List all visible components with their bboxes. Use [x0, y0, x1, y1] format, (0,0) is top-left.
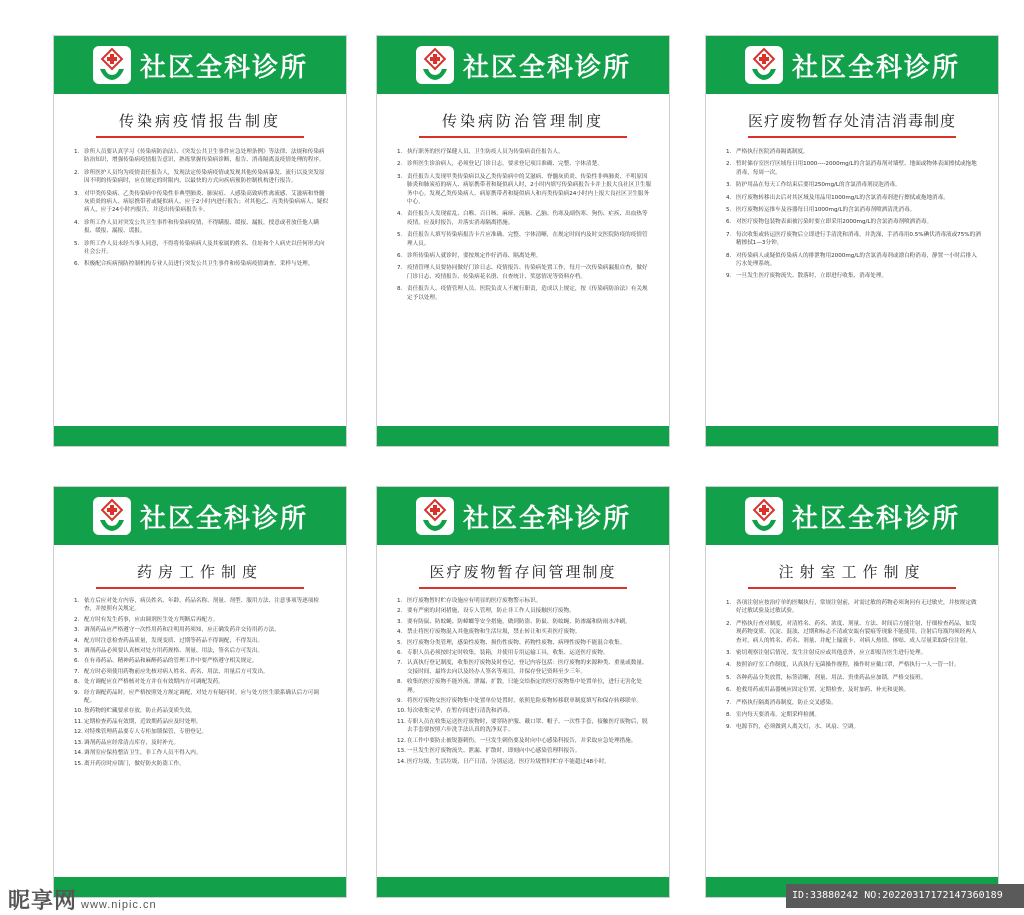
list-item: 8. 对传染病人或疑似传染病人的排泄物用2000mg/L的含氯消毒剂或漂白粉消毒，静置一小时后排入污水处理系统。	[726, 252, 977, 268]
clinic-logo-icon	[92, 496, 132, 536]
list-item: 7. 疫情管理人员要协同做好门诊日志、疫情报告、传染病处置工作，每月一次传染病漏报自查，做好门诊日志、疫情报告、传染病花名册、自查统计、奖惩情况等资料存档。	[397, 265, 648, 280]
list-item: 14. 医疗垃圾，生活垃圾，日产日清，分别运送，医疗垃圾暂时贮存不能超过48小时。	[397, 758, 610, 765]
board-header	[54, 36, 346, 94]
clinic-name: 社区全科诊所	[139, 503, 308, 534]
list-item: 2. 要有严密的封闭措施，设专人管理，防止非工作人员接触医疗废物。	[397, 608, 575, 615]
list-item: 10. 每次收集完毕，在暂存间进行清洗和消毒。	[397, 708, 514, 715]
board-medical-waste-storage-room	[376, 486, 670, 898]
board-header	[54, 487, 346, 545]
list-item: 5. 诊所工作人员未经当事人同意，不得将传染病病人及其家属的姓名、住址和个人病史以任何形式向社会公开。	[74, 240, 325, 256]
list-item: 1. 各项注射应按治疗单的医嘱执行，常规注射前，对需过敏的药物必须询问有无过敏史，并按规定做好过敏试验及过敏试验。	[726, 600, 977, 615]
list-item: 1. 严格执行医院消毒隔离制度。	[726, 149, 809, 155]
rule-list	[726, 148, 982, 285]
board-title: 传染病疫情报告制度	[118, 112, 281, 130]
board-title: 注射室工作制度	[778, 563, 926, 581]
list-item: 1. 执行职务的医疗保健人员、卫生防疫人员为传染病责任报告人。	[397, 149, 564, 155]
list-item: 9. 一旦发生医疗废物流失、散落时，立即进行收集、消毒处理。	[726, 273, 888, 280]
list-item: 3. 防护用品在每天工作结束后要用250mg/L的含氯消毒剂浸泡消毒。	[726, 182, 901, 189]
list-item: 15. 离开药房时应锁门，做好防火防盗工作。	[74, 760, 185, 767]
list-item: 6. 诊所传染病人就诊时，要按规定作好消毒、隔离处理。	[397, 253, 542, 260]
rule-list	[74, 148, 330, 273]
board-title: 医疗废物暂存处清洁消毒制度	[747, 112, 956, 130]
list-item: 5. 医疗废物分类管理，感染性废物、损伤性废物、药物性废物、病理性废物不能混合收集。	[397, 639, 626, 646]
board-header	[706, 487, 998, 545]
list-item: 8. 收集的医疗废物不能外流、泄漏、扩散，只能交给指定的医疗废物集中处置单位，进行无害化处理。	[397, 679, 642, 694]
list-item: 6. 对医疗废物包装物表面被污染时要立即采用2000mg/L的含氯消毒剂喷洒消毒。	[726, 219, 933, 226]
list-item: 4. 按照治疗室工作制度，认真执行无菌操作规程，操作时应戴口罩，严格执行一人一管一针。	[726, 662, 960, 669]
board-injection-room	[705, 486, 999, 898]
list-item: 9. 电源节约，必须做到人离关灯，水、风扇、空调。	[726, 724, 860, 731]
list-item: 11. 定期检查药品有效期，近效期药品应及时处理。	[74, 718, 202, 725]
list-item: 8. 责任报告人、疫情管理人员、医院负责人不履行职责，造成以上规定，按《传染病防治法》有关规定予以处理。	[397, 286, 648, 301]
title-rule	[96, 136, 304, 138]
board-header	[377, 36, 669, 94]
board-header	[377, 487, 669, 545]
list-item: 12. 在工作中要防止被锐器刺伤，一旦发生刺伤要及时向中心感染科报告，并采取应急处理措施。	[397, 737, 637, 744]
list-item: 7. 配方时必须使用药物前应先核对病人姓名、药名、用法、用量后方可发出。	[74, 668, 269, 675]
rule-list	[74, 597, 330, 770]
site-url: www.nipic.cn	[81, 899, 157, 911]
board-pharmacy	[53, 486, 347, 898]
site-watermark	[8, 884, 157, 915]
list-item: 1. 诊所人员要认真学习《传染病防治法》、《突发公共卫生事件应急处理条例》等法律、法规和传染病防治知识，增强传染病疫情报告意识，熟练掌握传染病诊断、报告、消毒隔离及疫情处理的程序。	[74, 149, 325, 164]
rule-list	[726, 599, 982, 736]
list-item: 3. 调剂药品应严格遵守一次性用药和注明用药须知，应正确发药并交待用药方法。	[74, 627, 280, 634]
list-item: 6. 抢救用药或用品器械应固定位置，定期检查，及时加药、补充和更换。	[726, 687, 910, 694]
list-item: 13. 一旦发生医疗废物流失、泄漏、扩散时，即刻向中心感染管理科报告。	[397, 748, 581, 755]
list-item: 14. 调剂室应保持整洁卫生，非工作人员不得入内。	[74, 750, 202, 757]
title-rule	[748, 136, 956, 138]
list-item: 2. 严格执行查对制度，对清姓名、药名、浓度、剂量、方法、时间后方能注射，仔细检查药品，如发现药物变质、沉淀、混浊、过期和标志不清或安瓿有裂痕等现象不能使用。注射后每瓶均须经两人查对，病人的姓名、药名、剂量、并配上输液卡，对病人热情、体贴、成人尽量采取卧位注射。	[726, 620, 977, 644]
list-item: 4. 责任报告人发现霍乱、白喉、百日咳、麻疹、流脑、乙脑、伤寒及副伤寒、狗伤、疟疾、出血热等疫情，应及时报告，并落实消毒隔离措施。	[397, 211, 648, 226]
list-item: 9. 经方调配药品时，应严格按照处方规定调配，对处方有疑问时，应与处方医生联系确认后方可调配。	[74, 689, 319, 705]
list-item: 9. 将医疗废物交医疗废物集中处置单位处置时，依照危险废物转移联单制度填写和保存转移联单。	[397, 698, 642, 705]
list-item: 7. 每次收集或转运医疗废物后立即进行手清洗和消毒，并洗澡，手消毒用0.5%碘伏消毒液或75%的酒精擦拭1—3分钟。	[726, 231, 981, 247]
list-item: 5. 责任报告人填写传染病报告卡片应准确、完整、字体清晰，在规定时间内及时交医院防疫的疫情管理人员。	[397, 232, 648, 247]
title-rule	[748, 587, 956, 589]
list-item: 2. 诊所医护人员均为疫情责任报告人，发现法定传染病疫情或发现其他传染病暴发、流行以及突发原因不明的传染病时，应在规定的时限内，以最快的方式向疾病预防控制机构进行报告。	[74, 169, 325, 185]
clinic-logo-icon	[744, 496, 784, 536]
list-item: 5. 医疗废物转运推车及容器每日用1000mg/L的含氯消毒剂喷洒清洗消毒。	[726, 207, 916, 214]
clinic-name: 社区全科诊所	[462, 52, 631, 83]
board-title: 医疗废物暂存间管理制度	[429, 563, 617, 581]
title-rule	[419, 587, 627, 589]
list-item: 3. 密切观察注射后情况，发生注射反应或其他意外，应立即报告医生进行处理。	[726, 650, 927, 657]
board-medical-waste-storage-cleaning	[705, 35, 999, 447]
clinic-logo-icon	[415, 45, 455, 85]
board-infectious-disease	[376, 35, 670, 447]
list-item: 2. 暂时储存室医疗区域每日用1000----2000mg/L的含氯消毒剂对墙壁、地面或物体表面擦拭或拖地消毒，每周一次。	[726, 161, 977, 176]
list-item: 12. 对特殊管理药品要专人专柜加锁保管，专册登记。	[74, 729, 208, 736]
board-header	[706, 36, 998, 94]
list-item: 8. 室内每天要消毒，定期采样检测。	[726, 712, 820, 719]
list-item: 3. 责任报告人发现甲类传染病以及乙类传染病中的艾滋病、脊髓灰质炎、传染性非典肺炎、不明原因肺炎和肺炭疽的病人、病原携带者和疑似病人时，2小时内填写传染病报告卡并上报大良社区卫生服务中心。发现乙类传染病人、病原携带者和疑似病人和丙类传染病24小时内上报大良社区卫生服务中心。	[397, 173, 652, 206]
list-item: 5. 各种药品分类放置，标签清晰，剂量、用法、贵重药品应加锁，严格交接班。	[726, 674, 927, 681]
board-footer	[706, 426, 998, 446]
list-item: 4. 配方时注意检查药品质量，发现变质、过期等药品不得调配，不得发出。	[74, 637, 264, 644]
list-item: 7. 认真执行登记制度，收集医疗废物及时登记，登记内容包括：医疗废物的来源种类、重量或数量、交接时间、最终去向以及经办人签名等项目，并保存登记资料至少三年。	[397, 660, 648, 675]
list-item: 8. 处方调配应在严格核对处方并在有效期内方可调配发药。	[74, 679, 224, 686]
board-title: 药房工作制度	[136, 563, 263, 581]
list-item: 4. 医疗废物转移出去后对其区域及用品用1000mg/L的含氯消毒剂进行擦拭或拖地消毒。	[726, 194, 949, 201]
board-epidemic-report	[53, 35, 347, 447]
image-id-watermark: ID:33880242 NO:20220317172147360189	[786, 884, 1024, 908]
list-item: 7. 严格执行隔离消毒制度，防止交叉感染。	[726, 699, 837, 706]
list-item: 6. 积极配合疾病预防控制机构专业人员进行突发公共卫生事件和传染病疫情调查、采样与处理。	[74, 261, 314, 268]
clinic-logo-icon	[415, 496, 455, 536]
clinic-name: 社区全科诊所	[791, 503, 960, 534]
list-item: 11. 专职人员在收集运送医疗废物时，要穿防护服、戴口罩、帽子、一次性手套，接触医疗废物后，脱去手套要按照六步洗手法认真的洗净双手。	[397, 718, 648, 734]
title-rule	[419, 136, 627, 138]
clinic-logo-icon	[744, 45, 784, 85]
site-name: 昵享网	[8, 888, 78, 913]
list-item: 2. 诊所医生诊治病人，必须登记门诊日志，要求登记项目准确、完整、字体清楚。	[397, 161, 603, 168]
list-item: 1. 医疗废物暂时贮存设施应有明显的医疗废物警示标识。	[397, 598, 542, 604]
list-item: 13. 调剂药品应经常清点库存，及时补充。	[74, 739, 180, 746]
list-item: 2. 配方时有发生药事，应由调剂医生处方判断后再配方。	[74, 616, 219, 623]
list-item: 6. 在有毒药品、精神药品和麻醉药品的管理工作中要严格遵守相关规定。	[74, 658, 258, 665]
board-footer	[377, 426, 669, 446]
clinic-name: 社区全科诊所	[462, 503, 631, 534]
list-item: 5. 调剂药品必须要认真核对处方用药规格、剂量、用法，签名后方可发出。	[74, 648, 264, 655]
board-footer	[54, 426, 346, 446]
clinic-logo-icon	[92, 45, 132, 85]
list-item: 3. 对甲类传染病、乙类传染病中传染性非典型肺炎、肺炭疽、人感染高致病性禽流感、艾滋病和脊髓灰质炎的病人、病原携带者或疑似病人，应于2小时内进行报告；对其他乙、丙类传染病病人、疑似病人，应于24小时内报告，并送出传染病报告卡。	[74, 190, 329, 214]
list-item: 6. 专职人员必须按时定时收集，装箱，并使用专用运输工具，收集、运送医疗废物。	[397, 650, 609, 657]
list-item: 4. 禁止将医疗废物混入其他废物和生活垃圾，禁止转让和买卖医疗废物。	[397, 629, 581, 636]
rule-list	[397, 597, 653, 768]
clinic-name: 社区全科诊所	[791, 52, 960, 83]
title-rule	[96, 587, 304, 589]
board-footer	[377, 877, 669, 897]
rule-list	[397, 148, 653, 306]
list-item: 3. 要有防鼠、防蚊蝇、防蟑螂等安全措施，做到防盗、防鼠、防蚊蝇、防渗漏和防雨水冲刷。	[397, 618, 631, 625]
board-title: 传染病防治管理制度	[441, 112, 604, 130]
list-item: 4. 诊所工作人员对突发公共卫生事件和传染病疫情，不得瞒报、缓报、漏报，授意或者放任他人瞒报、缓报、漏报、谎报。	[74, 219, 319, 235]
clinic-name: 社区全科诊所	[139, 52, 308, 83]
list-item: 10. 按药物的贮藏要求存放，防止药品变质失效。	[74, 708, 196, 715]
list-item: 1. 依方后应对处方内容，病员姓名、年龄、药品名称、剂量、剂型、服用方法、注意事项等逐项检查，并按照有关规定。	[74, 598, 319, 613]
